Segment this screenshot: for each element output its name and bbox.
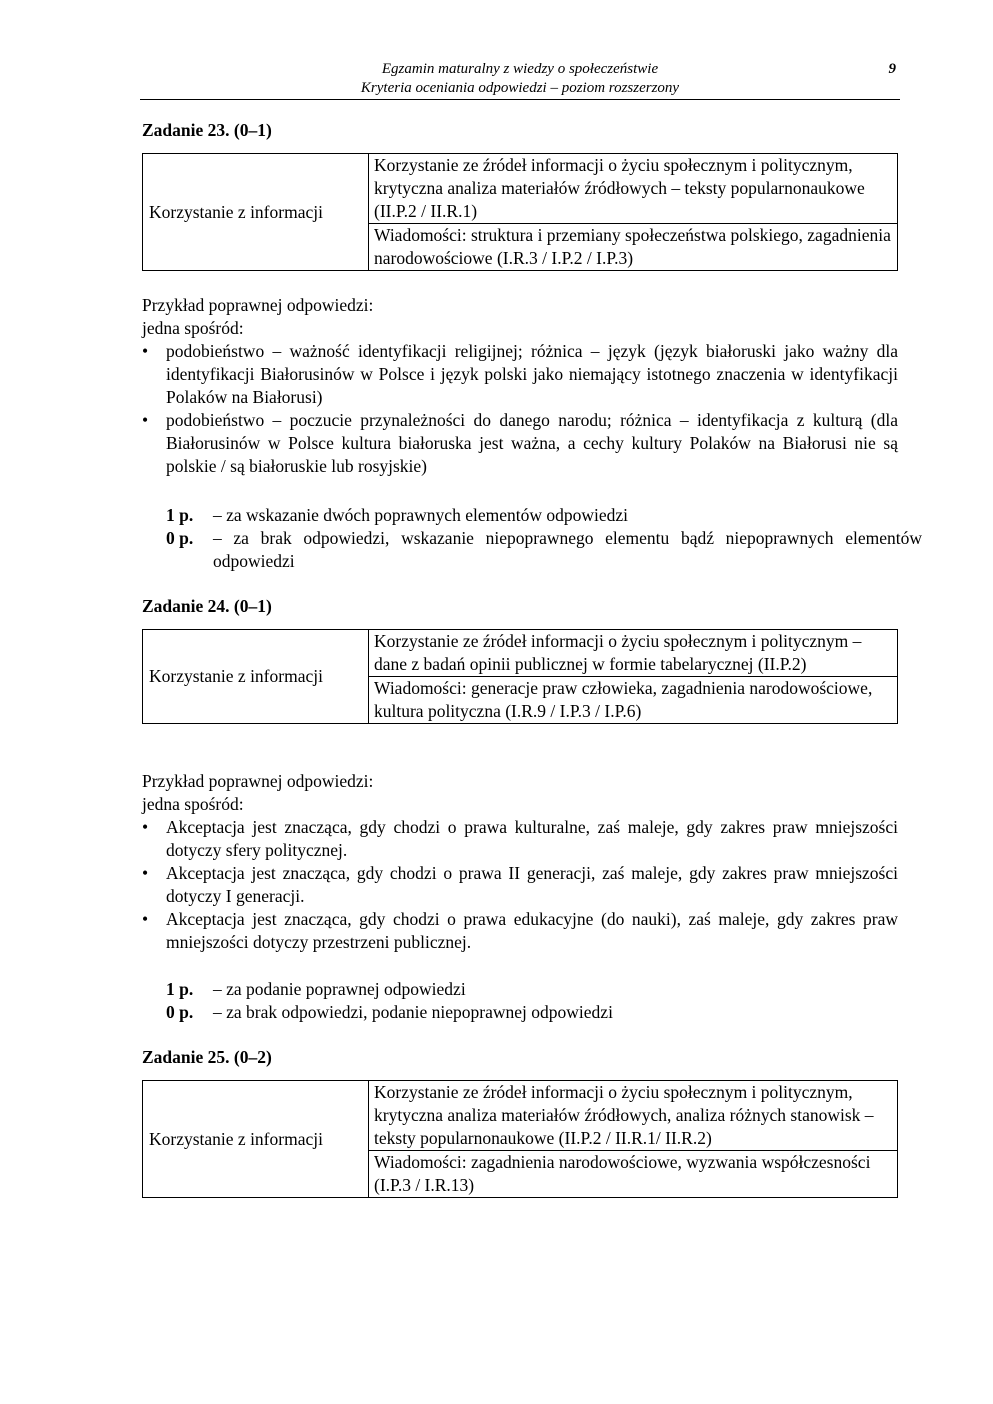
- score-text: – za podanie poprawnej odpowiedzi: [213, 979, 466, 999]
- task-24-requirement-cell: Korzystanie ze źródeł informacji o życiu społecznym i politycznym – dane z badań opinii publicznej w formie tabelarycznej (II.P.2): [369, 630, 898, 677]
- task-23-knowledge-cell: Wiadomości: struktura i przemiany społeczeństwa polskiego, zagadnienia narodowościowe (I.R.3 / I.P.2 / I.P.3): [369, 224, 898, 271]
- page-header: [140, 60, 900, 100]
- task-25-criteria-table: [142, 1080, 898, 1198]
- task-24-answer-block: [142, 770, 898, 954]
- bullet-text: podobieństwo – poczucie przynależności do danego narodu; różnica – identyfikacja z kulturą (dla Białorusinów w Polsce kultura białoruska jest ważna, a cechy kultury Polaków na Białorusi nie są polskie / są białoruskie lub rosyjskie): [166, 410, 898, 476]
- score-row: [166, 978, 922, 1001]
- score-points: 1 p.: [166, 505, 194, 525]
- task-24-scoring: [142, 978, 922, 1024]
- list-item: [142, 340, 898, 409]
- task-25-knowledge-cell: Wiadomości: zagadnienia narodowościowe, wyzwania współczesności (I.P.3 / I.R.13): [369, 1151, 898, 1198]
- task-24-criteria-table: [142, 629, 898, 724]
- task-24-heading-block: [142, 595, 898, 618]
- score-text: – za wskazanie dwóch poprawnych elementów odpowiedzi: [213, 505, 628, 525]
- bullet-icon: •: [142, 817, 149, 837]
- bullet-text: podobieństwo – ważność identyfikacji religijnej; różnica – język (język białoruski jako ważny dla identyfikacji Białorusinów w Polsce i język polski jako niemający istotnego znaczenia w identyfikacji Polaków na Białorusi): [166, 341, 898, 407]
- task-24-answer-list: [142, 816, 898, 954]
- score-row: [166, 527, 922, 573]
- task-25-skill-cell: Korzystanie z informacji: [143, 1081, 369, 1198]
- task-25-heading-block: [142, 1046, 898, 1069]
- score-points: 0 p.: [166, 528, 194, 548]
- task-24-knowledge-cell: Wiadomości: generacje praw człowieka, zagadnienia narodowościowe, kultura polityczna (I.R.9 / I.P.3 / I.P.6): [369, 677, 898, 724]
- task-24-skill-cell: Korzystanie z informacji: [143, 630, 369, 724]
- score-text: – za brak odpowiedzi, podanie niepoprawnej odpowiedzi: [213, 1002, 613, 1022]
- task-23-title: Zadanie 23. (0–1): [142, 120, 272, 140]
- page-number: 9: [888, 61, 896, 77]
- task-23-skill-cell: Korzystanie z informacji: [143, 154, 369, 271]
- score-row: [166, 504, 922, 527]
- task-23-answer-list: [142, 340, 898, 478]
- task-25-title: Zadanie 25. (0–2): [142, 1047, 272, 1067]
- bullet-text: Akceptacja jest znacząca, gdy chodzi o prawa kulturalne, zaś maleje, gdy zakres praw mniejszości dotyczy sfery politycznej.: [166, 817, 898, 860]
- score-points: 1 p.: [166, 979, 194, 999]
- task-23-one-of: jedna spośród:: [142, 318, 244, 338]
- list-item: [142, 908, 898, 954]
- bullet-text: Akceptacja jest znacząca, gdy chodzi o prawa edukacyjne (do nauki), zaś maleje, gdy zakres praw mniejszości dotyczy przestrzeni publicznej.: [166, 909, 898, 952]
- score-text: – za brak odpowiedzi, wskazanie niepoprawnego elementu bądź niepoprawnych elementów odpowiedzi: [213, 528, 922, 571]
- task-23-heading-block: [142, 119, 898, 142]
- task-25-requirement-cell: Korzystanie ze źródeł informacji o życiu społecznym i politycznym, krytyczna analiza materiałów źródłowych, analiza różnych stanowisk – teksty popularnonaukowe (II.P.2 / II.R.1/ II.R.2): [369, 1081, 898, 1151]
- task-24-title: Zadanie 24. (0–1): [142, 596, 272, 616]
- task-23-criteria-table: [142, 153, 898, 271]
- score-row: [166, 1001, 922, 1024]
- task-24-example-label: Przykład poprawnej odpowiedzi:: [142, 771, 374, 791]
- header-exam-title: Egzamin maturalny z wiedzy o społeczeństwie: [381, 61, 659, 77]
- score-points: 0 p.: [166, 1002, 194, 1022]
- task-23-answer-block: [142, 294, 898, 478]
- bullet-icon: •: [142, 863, 149, 883]
- task-23-example-label: Przykład poprawnej odpowiedzi:: [142, 295, 374, 315]
- task-23-scoring: [142, 504, 922, 573]
- task-24-one-of: jedna spośród:: [142, 794, 244, 814]
- list-item: [142, 862, 898, 908]
- header-criteria-subtitle: Kryteria oceniania odpowiedzi – poziom rozszerzony: [360, 80, 680, 96]
- bullet-icon: •: [142, 341, 149, 361]
- list-item: [142, 816, 898, 862]
- list-item: [142, 409, 898, 478]
- task-23-requirement-cell: Korzystanie ze źródeł informacji o życiu społecznym i politycznym, krytyczna analiza materiałów źródłowych – teksty popularnonaukowe (II.P.2 / II.R.1): [369, 154, 898, 224]
- bullet-icon: •: [142, 909, 149, 929]
- bullet-icon: •: [142, 410, 149, 430]
- bullet-text: Akceptacja jest znacząca, gdy chodzi o prawa II generacji, zaś maleje, gdy zakres praw mniejszości dotyczy I generacji.: [166, 863, 898, 906]
